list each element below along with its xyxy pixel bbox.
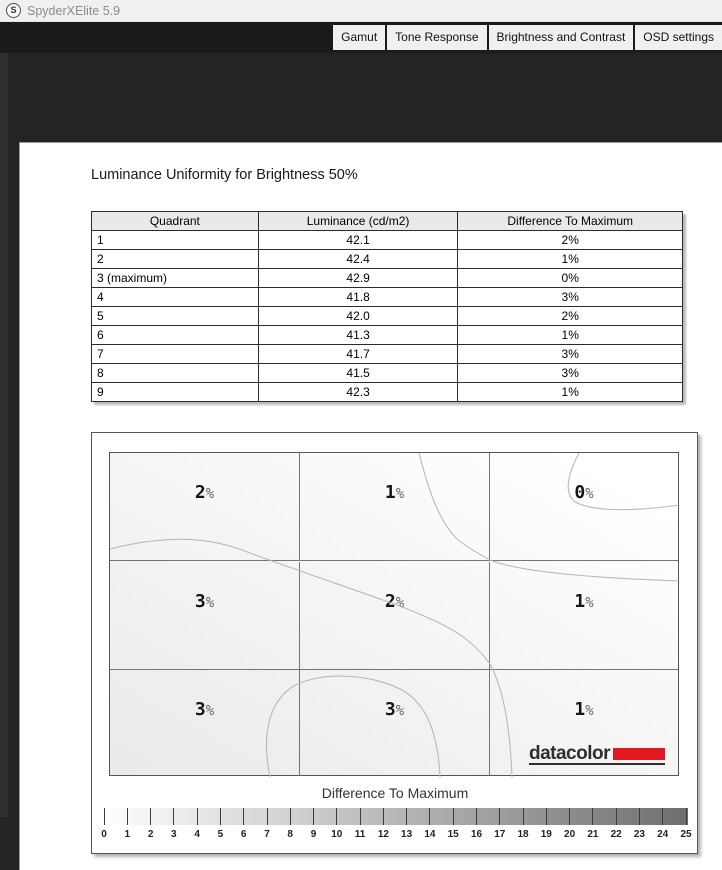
scale-tick-label: 5 <box>217 829 224 840</box>
table-row <box>92 383 683 402</box>
grid-cell-label: 2% <box>384 590 405 612</box>
datacolor-logo-text: datacolor <box>528 743 610 764</box>
grid-cells <box>110 453 680 777</box>
scale-tick-label: 2 <box>147 829 154 840</box>
scale-tick <box>592 808 593 825</box>
scale-tick <box>220 808 221 825</box>
table-body <box>92 231 683 402</box>
scale-tick-label: 8 <box>287 829 293 840</box>
scale-tick <box>127 808 128 825</box>
table-cell: 7 <box>92 345 259 364</box>
tab-osd-settings[interactable]: OSD settings <box>635 25 722 50</box>
grid-cell <box>110 670 300 776</box>
table-row <box>92 231 683 250</box>
window-titlebar <box>0 0 722 22</box>
scale-tick <box>453 808 454 825</box>
luminance-table <box>91 211 683 402</box>
scale-tick <box>197 808 198 825</box>
table-cell: 4 <box>92 288 259 307</box>
table-cell: 1% <box>458 383 683 402</box>
table-cell: 1% <box>458 326 683 345</box>
app-icon: S <box>6 3 21 18</box>
table-cell: 41.7 <box>258 345 458 364</box>
table-cell: 2% <box>458 231 683 250</box>
scale-tick <box>546 808 547 825</box>
scale-tick-label: 19 <box>540 829 552 840</box>
table-cell: 42.9 <box>258 269 458 288</box>
uniformity-grid <box>109 452 679 776</box>
grid-cell-label: 3% <box>194 699 215 721</box>
scale-tick-label: 3 <box>171 829 177 840</box>
scale-tick <box>406 808 407 825</box>
table-row <box>92 250 683 269</box>
table-cell: 41.8 <box>258 288 458 307</box>
grid-cell-label: 1% <box>574 699 594 721</box>
table-cell: 2 <box>92 250 259 269</box>
scale-tick-label: 24 <box>657 829 669 840</box>
scale-tick <box>267 808 268 825</box>
scale-tick-label: 17 <box>494 829 506 840</box>
datacolor-logo-redbar <box>613 748 665 760</box>
table-cell: 3% <box>458 288 683 307</box>
scale-tick-label: 11 <box>354 829 366 840</box>
scale-tick-label: 10 <box>331 829 343 840</box>
tab-brightness-and-contrast[interactable]: Brightness and Contrast <box>489 25 634 50</box>
table-cell: 0% <box>458 269 683 288</box>
page-title: Luminance Uniformity for Brightness 50% <box>91 167 358 183</box>
table-header-cell: Quadrant <box>92 212 259 231</box>
scale-tick <box>499 808 500 825</box>
content-background <box>0 53 722 840</box>
table-row <box>92 326 683 345</box>
scale-tick <box>173 808 174 825</box>
grid-cell <box>300 670 490 776</box>
scale-tick-label: 4 <box>194 829 200 840</box>
table-cell: 6 <box>92 326 259 345</box>
scale-tick-label: 1 <box>124 829 131 840</box>
table-row <box>92 364 683 383</box>
table-cell: 42.0 <box>258 307 458 326</box>
scale-tick-label: 12 <box>377 829 389 840</box>
table-cell: 3% <box>458 364 683 383</box>
tab-gamut[interactable]: Gamut <box>333 25 385 50</box>
uniformity-chart <box>91 432 698 854</box>
grid-cell <box>110 453 300 561</box>
table-cell: 8 <box>92 364 259 383</box>
table-row <box>92 288 683 307</box>
tab-tone-response[interactable]: Tone Response <box>387 25 486 50</box>
table-cell: 9 <box>92 383 259 402</box>
scale-tick <box>150 808 151 825</box>
table-row <box>92 269 683 288</box>
scale-tick <box>429 808 430 825</box>
grid-cell <box>300 453 490 561</box>
scale-tick <box>662 808 663 825</box>
scale-tick-label: 18 <box>517 829 529 840</box>
grid-cell <box>490 453 678 561</box>
grid-cell <box>110 562 300 670</box>
scale-tick <box>313 808 314 825</box>
scale-tick <box>686 808 687 825</box>
scale-tick <box>476 808 477 825</box>
table-cell: 41.3 <box>258 326 458 345</box>
table-row <box>92 345 683 364</box>
table-cell: 1 <box>92 231 259 250</box>
grid-cell-label: 2% <box>194 482 215 503</box>
scale-tick-label: 0 <box>101 829 107 840</box>
table-header-cell: Luminance (cd/m2) <box>258 212 458 231</box>
scale-tick-label: 16 <box>470 829 483 840</box>
scale-tick-label: 23 <box>633 829 645 840</box>
report-page <box>19 142 722 870</box>
table-row <box>92 307 683 326</box>
table-cell: 42.3 <box>258 383 458 402</box>
scale-tick <box>360 808 361 825</box>
scale-tick <box>383 808 384 825</box>
scale-tick-label: 14 <box>424 829 436 840</box>
tab-row <box>331 25 722 50</box>
grid-cell <box>490 562 678 670</box>
table-cell: 3 (maximum) <box>92 269 259 288</box>
scale-caption: Difference To Maximum <box>321 785 469 801</box>
left-panel-strip <box>0 53 8 817</box>
scale-tick-label: 20 <box>564 829 576 840</box>
scale-tick-label: 22 <box>610 829 622 840</box>
scale-tick <box>639 808 640 825</box>
grid-cell-label: 0% <box>574 482 594 503</box>
scale-tick-label: 9 <box>310 829 317 840</box>
scale-tick <box>243 808 244 825</box>
table-cell: 3% <box>458 345 683 364</box>
grid-cell-label: 1% <box>384 482 405 503</box>
datacolor-logo <box>529 745 665 765</box>
scale-gradient-bar <box>102 808 688 825</box>
scale-tick-label: 15 <box>447 829 459 840</box>
table-header-row <box>92 212 683 231</box>
grid-cell-label: 3% <box>194 590 215 612</box>
grid-cell-label: 1% <box>574 590 594 612</box>
scale-tick <box>336 808 337 825</box>
grid-cell <box>300 562 490 670</box>
scale-tick-label: 25 <box>680 829 692 840</box>
scale-numbers <box>101 829 692 843</box>
window-title: SpyderXElite 5.9 <box>27 4 121 18</box>
table-cell: 41.5 <box>258 364 458 383</box>
scale-tick <box>290 808 291 825</box>
table-cell: 2% <box>458 307 683 326</box>
tab-bar <box>0 22 722 53</box>
table-cell: 5 <box>92 307 259 326</box>
table-header-cell: Difference To Maximum <box>458 212 683 231</box>
table-cell: 42.1 <box>258 231 458 250</box>
table-cell: 1% <box>458 250 683 269</box>
scale-tick-label: 7 <box>264 829 270 840</box>
table-cell: 42.4 <box>258 250 458 269</box>
scale-tick <box>569 808 570 825</box>
scale-tick-label: 21 <box>587 829 599 840</box>
scale-tick <box>523 808 524 825</box>
scale-tick-label: 13 <box>401 829 413 840</box>
scale-tick-label: 6 <box>240 829 247 840</box>
scale-tick <box>616 808 617 825</box>
grid-cell-label: 3% <box>384 699 405 721</box>
scale-tick <box>104 808 105 825</box>
